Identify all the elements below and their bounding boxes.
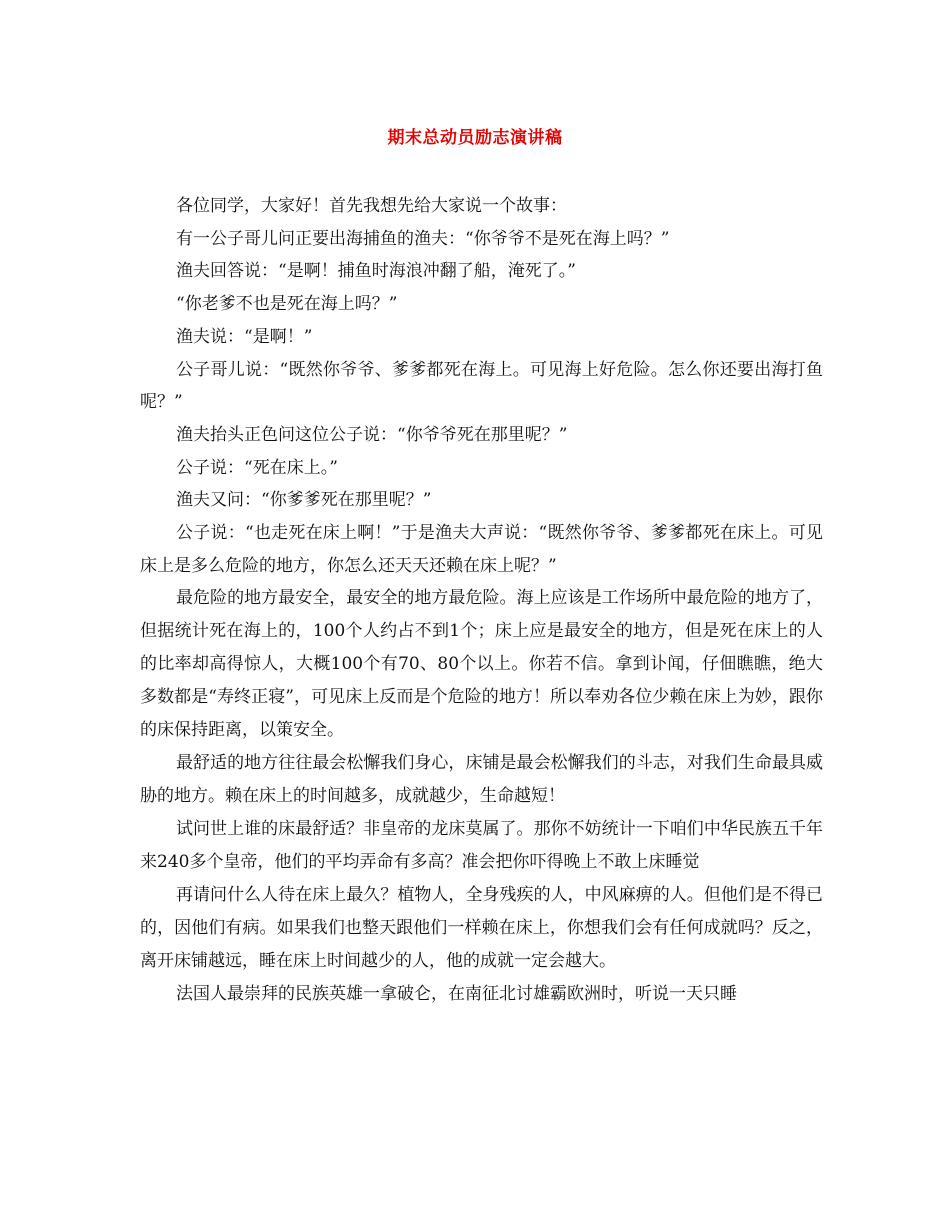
paragraph-fisherman-asks-again: 渔夫又问：“你爹爹死在那里呢？”	[176, 490, 432, 511]
paragraph-safest-place: 最危险的地方最安全，最安全的地方最危险。海上应该是工作场所中最危险的地方了，但据统计死在海上的，100个人约占不到1个；床上应是最安全的地方，但是死在床上的人的比率却高得惊人，大概100个有70、80个以上。你若不信。拿到讣闻，仔佃瞧瞧，绝大多数都是“寿终正寝”，可见床上反而是个危险的地方！所以奉劝各位少赖在床上为妙，跟你的床保持距离，以策安全。	[140, 588, 823, 741]
paragraph-fisherman-yes: 渔夫说：“是啊！”	[176, 326, 313, 347]
paragraph-danger-sea: 公子哥儿说：“既然你爷爷、爹爹都死在海上。可见海上好危险。怎么你还要出海打鱼呢？”	[140, 359, 823, 413]
paragraph-question-father: “你老爹不也是死在海上吗？”	[176, 294, 398, 315]
paragraph-comfort: 最舒适的地方往往最会松懈我们身心，床铺是最会松懈我们的斗志，对我们生命最具威胁的地方。赖在床上的时间越多，成就越少，生命越短！	[140, 753, 823, 807]
paragraph-bed-danger: 公子说：“也走死在床上啊！”于是渔夫大声说：“既然你爷爷、爹爹都死在床上。可见床上是多么危险的地方，你怎么还天天还赖在床上呢？”	[140, 523, 823, 576]
paragraph-greeting: 各位同学，大家好！首先我想先给大家说一个故事：	[176, 196, 567, 216]
paragraph-longest-in-bed: 再请问什么人待在床上最久？植物人，全身残疾的人，中风麻痹的人。但他们是不得已的，因他们有病。如果我们也整天跟他们一样赖在床上，你想我们会有任何成就吗？反之，离开床铺越远，睡在床上时间越少的人，他的成就一定会越大。	[140, 885, 823, 972]
document-body	[140, 190, 823, 1011]
paragraph-question-grandfather: 有一公子哥儿问正要出海捕鱼的渔夫：“你爷爷不是死在海上吗？”	[176, 228, 670, 249]
paragraph-died-in-bed: 公子说：“死在床上。”	[176, 457, 338, 478]
paragraph-fisherman-answer: 渔夫回答说：“是啊！捕鱼时海浪冲翻了船，淹死了。”	[176, 261, 576, 282]
paragraph-napoleon: 法国人最崇拜的民族英雄一拿破仑，在南征北讨雄霸欧洲时，听说一天只睡	[176, 984, 737, 1005]
paragraph-fisherman-asks: 渔夫抬头正色问这位公子说：“你爷爷死在那里呢？”	[176, 424, 568, 445]
paragraph-emperor-bed: 试问世上谁的床最舒适？非皇帝的龙床莫属了。那你不妨统计一下咱们中华民族五千年来240多个皇帝，他们的平均弄命有多高？准会把你吓得晚上不敢上床睡觉	[140, 819, 823, 873]
document-title: 期末总动员励志演讲稿	[387, 128, 563, 148]
